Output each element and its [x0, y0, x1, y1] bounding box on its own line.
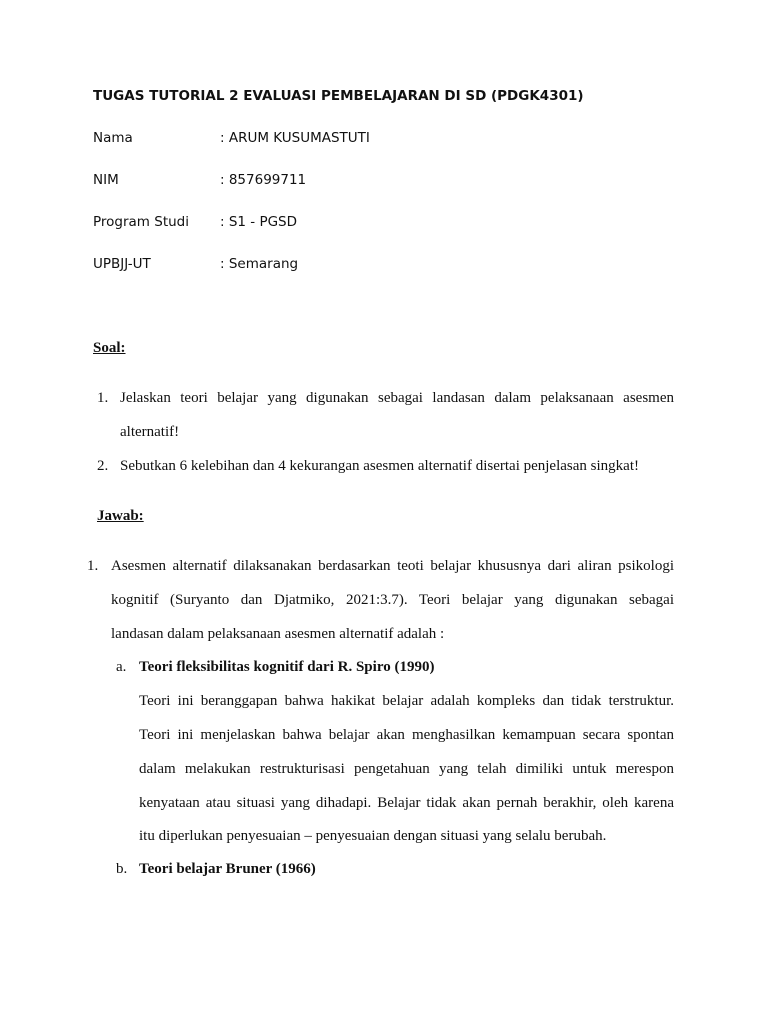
sub-a-letter: a.	[116, 659, 127, 675]
sub-a-title: Teori fleksibilitas kognitif dari R. Spiro (1990)	[139, 659, 435, 675]
sub-a-line-2: Teori ini menjelaskan bahwa belajar akan menghasilkan kemampuan secara spontan	[139, 727, 674, 743]
jawab-item-1-line-2: kognitif (Suryanto dan Djatmiko, 2021:3.7). Teori belajar yang digunakan sebagai	[111, 592, 674, 608]
sub-a-line-4: kenyataan atau situasi yang dihadapi. Belajar tidak akan pernah berakhir, oleh karena	[139, 795, 674, 811]
field-value-upbjj: : Semarang	[220, 256, 299, 272]
sub-a-line-3: dalam melakukan restrukturisasi pengetahuan yang telah dimiliki untuk merespon	[139, 761, 674, 777]
soal-item-2-number: 2.	[97, 458, 109, 474]
soal-item-2-line-1: Sebutkan 6 kelebihan dan 4 kekurangan asesmen alternatif disertai penjelasan singkat!	[120, 458, 639, 474]
field-label-nim: NIM	[93, 172, 119, 188]
soal-item-1-line-1: Jelaskan teori belajar yang digunakan sebagai landasan dalam pelaksanaan asesmen	[120, 390, 674, 406]
sub-a-line-1: Teori ini beranggapan bahwa hakikat belajar adalah kompleks dan tidak terstruktur.	[139, 693, 674, 709]
soal-item-1-number: 1.	[97, 390, 109, 406]
document-title: TUGAS TUTORIAL 2 EVALUASI PEMBELAJARAN DI SD (PDGK4301)	[93, 88, 584, 104]
jawab-item-1-line-3: landasan dalam pelaksanaan asesmen alternatif adalah :	[111, 626, 445, 642]
soal-heading: Soal:	[93, 340, 126, 356]
jawab-heading: Jawab:	[97, 508, 144, 524]
soal-item-1-line-2: alternatif!	[120, 424, 180, 440]
field-label-upbjj: UPBJJ-UT	[93, 256, 151, 272]
field-value-nim: : 857699711	[220, 172, 307, 188]
field-value-nama: : ARUM KUSUMASTUTI	[220, 130, 370, 146]
jawab-item-1-line-1: Asesmen alternatif dilaksanakan berdasarkan teoti belajar khususnya dari aliran psikologi	[111, 558, 674, 574]
jawab-item-1-number: 1.	[87, 558, 99, 574]
sub-b-letter: b.	[116, 861, 128, 877]
sub-a-line-5: itu diperlukan penyesuaian – penyesuaian dengan situasi yang selalu berubah.	[139, 828, 607, 844]
field-value-program-studi: : S1 - PGSD	[220, 214, 298, 230]
field-label-nama: Nama	[93, 130, 133, 146]
sub-b-title: Teori belajar Bruner (1966)	[139, 861, 316, 877]
field-label-program-studi: Program Studi	[93, 214, 189, 230]
